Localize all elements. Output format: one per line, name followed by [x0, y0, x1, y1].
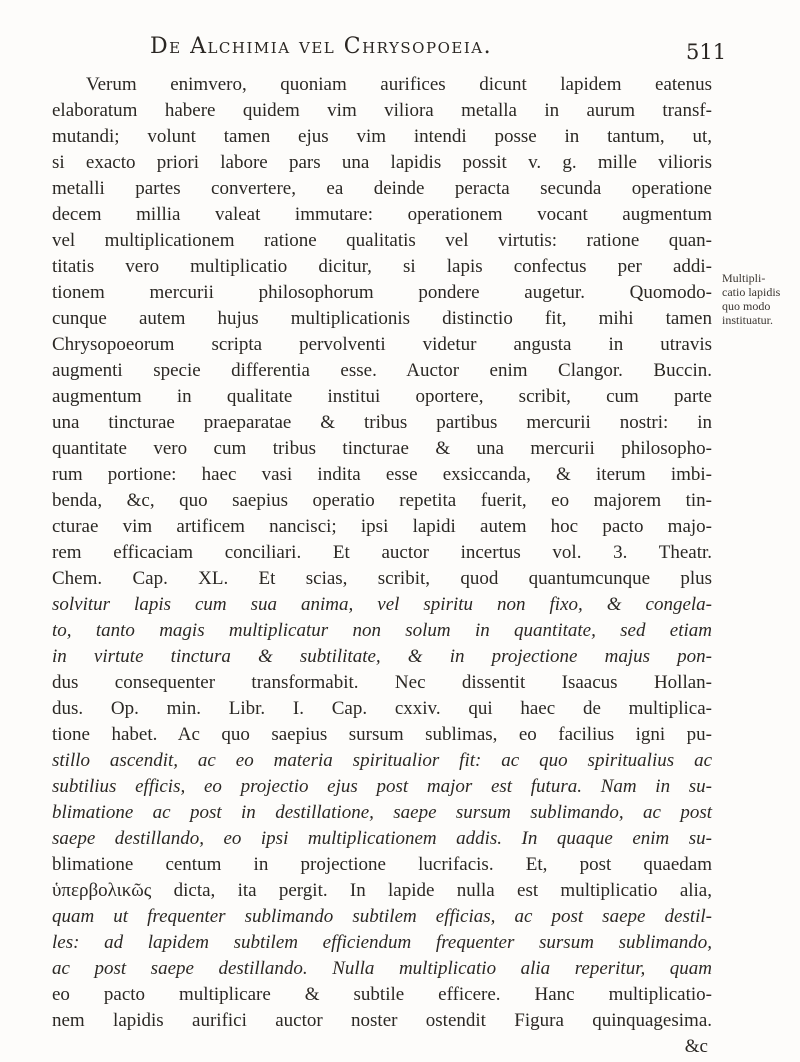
text-line: eo pacto multiplicare & subtile efficere. Hanc multiplicatio-	[52, 984, 712, 1005]
text-line: cunque autem hujus multiplicationis distinctio fit, mihi tamen	[52, 308, 712, 329]
marginal-note-line: catio lapidis	[722, 285, 781, 299]
text-line: rem efficaciam conciliari. Et auctor incertus vol. 3. Theatr.	[52, 542, 712, 563]
body-text	[52, 72, 712, 1060]
text-line: blimatione centum in projectione lucrifacis. Et, post quaedam	[52, 854, 712, 875]
text-line: stillo ascendit, ac eo materia spiritualior fit: ac quo spiritualius ac	[52, 750, 712, 771]
page-number: 511	[686, 40, 727, 64]
text-line: saepe destillando, eo ipsi multiplicationem addis. In quaque enim su-	[52, 828, 712, 849]
text-line: ὑπερβολικῶς dicta, ita pergit. In lapide nulla est multiplicatio alia,	[52, 880, 712, 901]
text-line: dus. Op. min. Libr. I. Cap. cxxiv. qui haec de multiplica-	[52, 698, 712, 719]
text-line: in virtute tinctura & subtilitate, & in projectione majus pon-	[52, 646, 712, 667]
text-line: Chem. Cap. XL. Et scias, scribit, quod quantumcunque plus	[52, 568, 712, 589]
marginal-note	[722, 271, 796, 327]
text-line: ac post saepe destillando. Nulla multiplicatio alia reperitur, quam	[52, 958, 712, 979]
marginal-note-line: quo modo	[722, 299, 771, 313]
marginal-note-line: Multipli-	[722, 271, 766, 285]
text-line: rum portione: haec vasi indita esse exsiccanda, & iterum imbi-	[52, 464, 712, 485]
text-line: to, tanto magis multiplicatur non solum in quantitate, sed etiam	[52, 620, 712, 641]
text-line: Chrysopoeorum scripta pervolventi videtur angusta in utravis	[52, 334, 712, 355]
text-line: cturae vim artificem nancisci; ipsi lapidi autem hoc pacto majo-	[52, 516, 712, 537]
text-line: una tincturae praeparatae & tribus partibus mercurii nostri: in	[52, 412, 712, 433]
text-line: nem lapidis aurifici auctor noster ostendit Figura quinquagesima.	[52, 1010, 712, 1031]
text-line: tionem mercurii philosophorum pondere augetur. Quomodo-	[52, 282, 712, 303]
text-line: benda, &c, quo saepius operatio repetita fuerit, eo majorem tin-	[52, 490, 712, 511]
text-line: subtilius efficis, eo projectio ejus post major est futura. Nam in su-	[52, 776, 712, 797]
text-line: si exacto priori labore pars una lapidis possit v. g. mille vilioris	[52, 152, 712, 173]
running-title: De Alchimia vel Chrysopoeia.	[150, 34, 493, 59]
text-line: quantitate vero cum tribus tincturae & una mercurii philosopho-	[52, 438, 712, 459]
text-line: quam ut frequenter sublimando subtilem efficias, ac post saepe destil-	[52, 906, 712, 927]
text-line: les: ad lapidem subtilem efficiendum frequenter sursum sublimando,	[52, 932, 712, 953]
text-line: Verum enimvero, quoniam aurifices dicunt lapidem eatenus	[86, 74, 712, 95]
text-line: augmenti specie differentia esse. Auctor enim Clangor. Buccin.	[52, 360, 712, 381]
text-line: dus consequenter transformabit. Nec dissentit Isaacus Hollan-	[52, 672, 712, 693]
text-line: metalli partes convertere, ea deinde peracta secunda operatione	[52, 178, 712, 199]
catchword: &c	[684, 1036, 708, 1057]
text-line: elaboratum habere quidem vim viliora metalla in aurum transf-	[52, 100, 712, 121]
text-line: tione habet. Ac quo saepius sursum sublimas, eo facilius igni pu-	[52, 724, 712, 745]
text-line: decem millia valeat immutare: operationem vocant augmentum	[52, 204, 712, 225]
text-line: solvitur lapis cum sua anima, vel spiritu non fixo, & congela-	[52, 594, 712, 615]
marginal-note-line: instituatur.	[722, 313, 773, 327]
text-line: blimatione ac post in destillatione, saepe sursum sublimando, ac post	[52, 802, 712, 823]
text-line: augmentum in qualitate institui oportere, scribit, cum parte	[52, 386, 712, 407]
text-line: titatis vero multiplicatio dicitur, si lapis confectus per addi-	[52, 256, 712, 277]
text-line: mutandi; volunt tamen ejus vim intendi posse in tantum, ut,	[52, 126, 712, 147]
text-line: vel multiplicationem ratione qualitatis vel virtutis: ratione quan-	[52, 230, 712, 251]
